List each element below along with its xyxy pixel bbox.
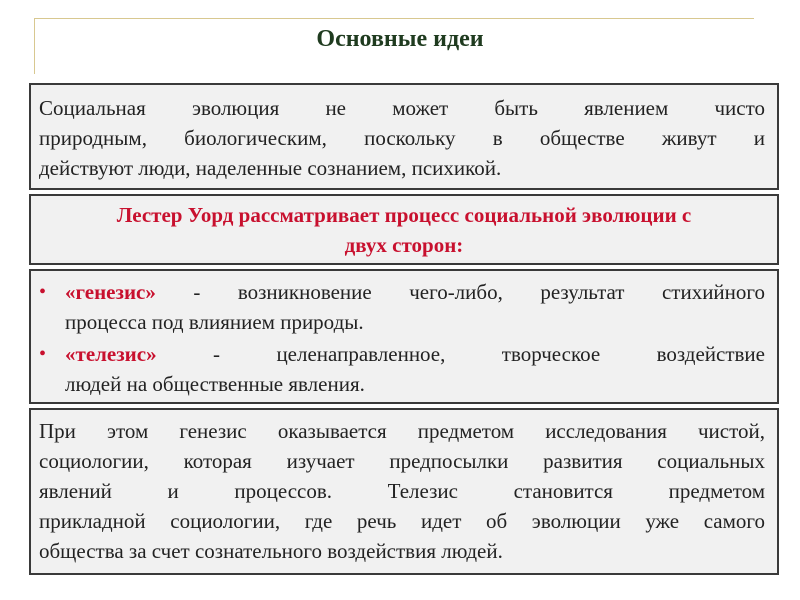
bullet-icon: •: [39, 281, 47, 303]
ward-heading-box: [29, 194, 779, 265]
term-telesis: «телезис»: [65, 342, 157, 366]
intro-text-box: [29, 83, 779, 190]
top-decorative-line: [34, 18, 754, 19]
conclusion-line: При этом генезис оказывается предметом исследования чистой,: [39, 419, 765, 443]
term-genesis: «генезис»: [65, 280, 156, 304]
conclusion-line: явлений и процессов. Телезис становится предметом: [39, 479, 765, 503]
telesis-definition-cont: людей на общественные явления.: [65, 372, 365, 396]
genesis-definition: - возникновение чего-либо, результат стихийного: [155, 280, 765, 304]
telesis-definition: - целенаправленное, творческое воздействие: [156, 342, 765, 366]
ward-heading-line: Лестер Уорд рассматривает процесс социальной эволюции с: [116, 203, 692, 227]
list-item-telesis: [39, 339, 765, 399]
concepts-list-box: [29, 269, 779, 404]
intro-line: действуют люди, наделенные сознанием, психикой.: [39, 156, 502, 180]
intro-line: природным, биологическим, поскольку в обществе живут и: [39, 126, 765, 150]
intro-line: Социальная эволюция не может быть явлением чисто: [39, 96, 765, 120]
conclusion-line: прикладной социологии, где речь идет об эволюции уже самого: [39, 509, 765, 533]
ward-heading-line: двух сторон:: [344, 233, 464, 257]
conclusion-text-box: [29, 408, 779, 575]
conclusion-line: общества за счет сознательного воздействия людей.: [39, 539, 503, 563]
slide-title: Основные идеи: [316, 26, 484, 52]
genesis-definition-cont: процесса под влиянием природы.: [65, 310, 364, 334]
list-item-genesis: [39, 277, 765, 337]
conclusion-line: социологии, которая изучает предпосылки развития социальных: [39, 449, 765, 473]
bullet-icon: •: [39, 343, 47, 365]
